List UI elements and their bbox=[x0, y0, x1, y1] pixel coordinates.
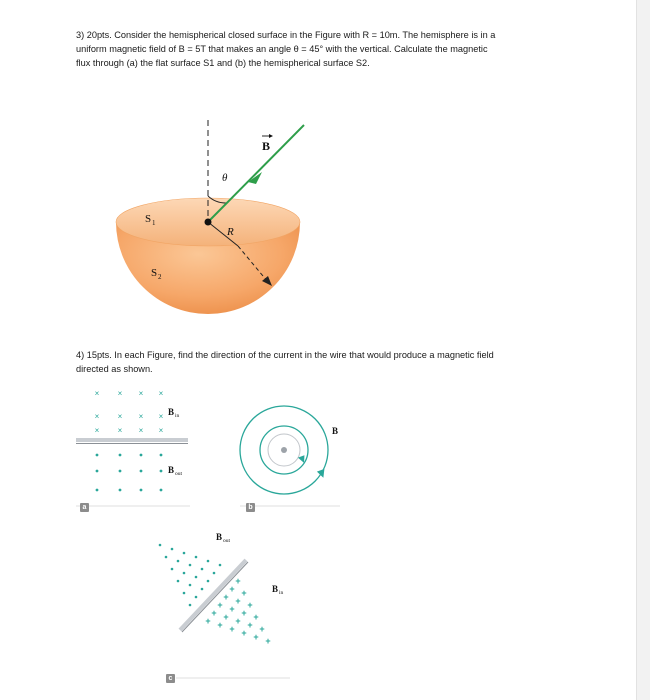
plus-marker: + bbox=[265, 636, 271, 646]
theta-label: θ bbox=[222, 172, 228, 184]
dot-marker bbox=[171, 568, 174, 571]
dot-marker bbox=[160, 454, 163, 457]
dot-marker bbox=[160, 470, 163, 473]
wire-center-dot bbox=[281, 447, 287, 453]
plus-marker: + bbox=[253, 612, 259, 622]
dot-marker bbox=[201, 588, 204, 591]
b-in-subscript: in bbox=[175, 413, 180, 419]
plus-marker: + bbox=[235, 616, 241, 626]
dot-marker bbox=[96, 454, 99, 457]
b-in-crosses bbox=[95, 389, 164, 435]
cross-marker: × bbox=[138, 412, 144, 421]
dot-marker bbox=[219, 564, 222, 567]
problem-3-line: 3) 20pts. Consider the hemispherical closed surface in the Figure with R = 10m. The hemisphere is in a bbox=[76, 30, 496, 40]
cross-marker: × bbox=[158, 426, 164, 435]
dot-marker bbox=[96, 470, 99, 473]
dot-marker bbox=[195, 576, 198, 579]
dot-marker bbox=[165, 556, 168, 559]
dot-marker bbox=[207, 560, 210, 563]
r-label: R bbox=[227, 226, 234, 238]
dot-marker bbox=[119, 489, 122, 492]
plus-marker: + bbox=[223, 612, 229, 622]
s1-label: S bbox=[145, 213, 152, 225]
dot-marker bbox=[195, 556, 198, 559]
b-in-pluses-c bbox=[205, 576, 270, 646]
dot-marker bbox=[201, 568, 204, 571]
dot-marker bbox=[96, 489, 99, 492]
s1-subscript: 1 bbox=[152, 219, 156, 227]
b-in-label: B bbox=[168, 407, 175, 417]
problem-3-line: flux through (a) the flat surface S1 and (b) the hemispherical surface S2. bbox=[76, 58, 370, 68]
s2-label: S bbox=[151, 267, 158, 279]
plus-marker: + bbox=[247, 620, 253, 630]
dot-marker bbox=[195, 596, 198, 599]
problem-4-line: directed as shown. bbox=[76, 364, 153, 374]
dot-marker bbox=[207, 580, 210, 583]
b-out-label: B bbox=[168, 465, 175, 475]
dot-marker bbox=[189, 564, 192, 567]
problem-4-line: 4) 15pts. In each Figure, find the direction of the current in the wire that would produce a magnetic field bbox=[76, 350, 494, 360]
plus-marker: + bbox=[235, 596, 241, 606]
cross-marker: × bbox=[94, 412, 100, 421]
dot-marker bbox=[160, 489, 163, 492]
plus-marker: + bbox=[241, 628, 247, 638]
cross-marker: × bbox=[158, 412, 164, 421]
dot-marker bbox=[183, 572, 186, 575]
plus-marker: + bbox=[259, 624, 265, 634]
b-vector-label: B bbox=[262, 139, 271, 153]
wire-a-edge bbox=[76, 443, 188, 444]
s2-subscript: 2 bbox=[158, 273, 162, 281]
dot-marker bbox=[140, 489, 143, 492]
cross-marker: × bbox=[94, 426, 100, 435]
cross-marker: × bbox=[117, 426, 123, 435]
plus-marker: + bbox=[253, 632, 259, 642]
figure-b-tag: b bbox=[246, 503, 255, 512]
cross-marker: × bbox=[158, 389, 164, 398]
dot-marker bbox=[189, 584, 192, 587]
plus-marker: + bbox=[247, 600, 253, 610]
plus-marker: + bbox=[241, 588, 247, 598]
dot-marker bbox=[183, 552, 186, 555]
dot-marker bbox=[140, 454, 143, 457]
dot-marker bbox=[183, 592, 186, 595]
dot-marker bbox=[177, 560, 180, 563]
dot-marker bbox=[140, 470, 143, 473]
dot-marker bbox=[119, 454, 122, 457]
cross-marker: × bbox=[117, 412, 123, 421]
plus-marker: + bbox=[205, 616, 211, 626]
b-field-label: B bbox=[332, 426, 339, 436]
cross-marker: × bbox=[138, 389, 144, 398]
b-in-label-c: B bbox=[272, 584, 279, 594]
plus-marker: + bbox=[229, 604, 235, 614]
dot-marker bbox=[213, 572, 216, 575]
b-out-label-c: B bbox=[216, 532, 223, 542]
figure-b bbox=[240, 406, 340, 506]
wire-a bbox=[76, 438, 188, 442]
figure-c-tag: c bbox=[166, 674, 175, 683]
figure-a bbox=[76, 389, 190, 506]
dot-marker bbox=[159, 544, 162, 547]
plus-marker: + bbox=[229, 584, 235, 594]
dot-marker bbox=[177, 580, 180, 583]
b-out-subscript: out bbox=[175, 471, 183, 477]
cross-marker: × bbox=[117, 389, 123, 398]
plus-marker: + bbox=[211, 608, 217, 618]
plus-marker: + bbox=[217, 620, 223, 630]
b-in-subscript-c: in bbox=[279, 590, 284, 596]
plus-marker: + bbox=[235, 576, 241, 586]
figure-a-tag: a bbox=[80, 503, 89, 512]
dot-marker bbox=[171, 548, 174, 551]
plus-marker: + bbox=[217, 600, 223, 610]
plus-marker: + bbox=[223, 592, 229, 602]
figure-c bbox=[159, 532, 290, 678]
cross-marker: × bbox=[138, 426, 144, 435]
dot-marker bbox=[189, 604, 192, 607]
plus-marker: + bbox=[229, 624, 235, 634]
b-out-subscript-c: out bbox=[223, 538, 231, 544]
b-out-dots bbox=[96, 454, 163, 492]
dot-marker bbox=[119, 470, 122, 473]
plus-marker: + bbox=[241, 608, 247, 618]
cross-marker: × bbox=[94, 389, 100, 398]
problem-3-line: uniform magnetic field of B = 5T that makes an angle θ = 45° with the vertical. Calculate the magnetic bbox=[76, 44, 488, 54]
